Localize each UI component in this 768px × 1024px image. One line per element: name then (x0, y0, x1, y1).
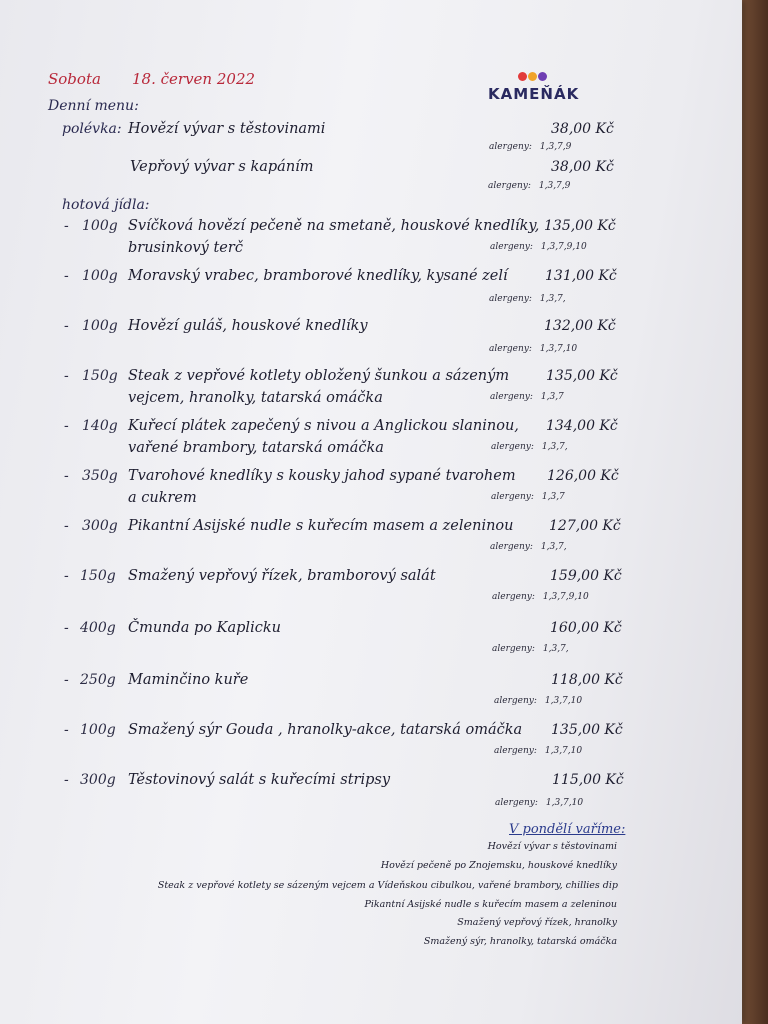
menu-date: 18. červen 2022 (132, 70, 256, 88)
item-price: 135,00 Kč (551, 722, 623, 738)
monday-item: Smažený vepřový řízek, hranolky (457, 917, 617, 928)
item-name: Kuřecí plátek zapečený s nivou a Anglickou slaninou, (128, 418, 519, 434)
item-price: 126,00 Kč (547, 468, 619, 484)
monday-heading: V pondělí vaříme: (509, 822, 626, 837)
item-price: 131,00 Kč (545, 268, 617, 284)
item-dash: - (64, 772, 69, 788)
item-price: 160,00 Kč (550, 620, 622, 636)
item-name: Smažený vepřový řízek, bramborový salát (128, 568, 436, 584)
item-weight: 100g (80, 722, 116, 738)
item-dash: - (64, 318, 69, 334)
monday-item: Pikantní Asijské nudle s kuřecím masem a zeleninou (364, 899, 617, 910)
item-allergens: alergeny: 1,3,7, (489, 294, 566, 304)
item-weight: 150g (80, 568, 116, 584)
menu-day: Sobota (48, 70, 101, 88)
item-name: Maminčino kuře (128, 672, 249, 688)
item-dash: - (64, 620, 69, 636)
item-allergens: alergeny: 1,3,7,10 (489, 344, 578, 354)
soup-allergens: alergeny: 1,3,7,9 (488, 181, 571, 191)
soup-price: 38,00 Kč (551, 121, 614, 137)
soup-label: polévka: (62, 121, 122, 137)
item-weight: 100g (82, 268, 118, 284)
item-weight: 250g (80, 672, 116, 688)
item-weight: 300g (82, 518, 118, 534)
item-price: 118,00 Kč (551, 672, 623, 688)
item-price: 134,00 Kč (546, 418, 618, 434)
item-allergens: alergeny: 1,3,7,10 (494, 696, 583, 706)
item-price: 135,00 Kč (544, 218, 616, 234)
monday-item: Hovězí pečeně po Znojemsku, houskové knedlíky (380, 860, 617, 871)
item-dash: - (64, 218, 69, 234)
monday-item: Hovězí vývar s těstovinami (487, 841, 617, 852)
item-price: 159,00 Kč (550, 568, 622, 584)
item-dash: - (64, 722, 69, 738)
item-dash: - (64, 368, 69, 384)
soup-allergens: alergeny: 1,3,7,9 (489, 142, 572, 152)
item-name: Čmunda po Kaplicku (128, 620, 281, 636)
daily-menu-heading: Denní menu: (48, 98, 139, 114)
item-name-continued: brusinkový terč (128, 240, 243, 256)
item-price: 132,00 Kč (544, 318, 616, 334)
item-price: 135,00 Kč (546, 368, 618, 384)
brand-logo (488, 66, 579, 103)
logo-dots (518, 66, 579, 85)
item-name: Moravský vrabec, bramborové knedlíky, kysané zelí (128, 268, 508, 284)
item-name: Svíčková hovězí pečeně na smetaně, houskové knedlíky, (128, 218, 540, 234)
item-dash: - (64, 268, 69, 284)
item-allergens: alergeny: 1,3,7, (491, 442, 568, 452)
item-allergens: alergeny: 1,3,7 (490, 392, 564, 402)
item-name: Hovězí guláš, houskové knedlíky (128, 318, 368, 334)
item-allergens: alergeny: 1,3,7, (490, 542, 567, 552)
item-allergens: alergeny: 1,3,7,9,10 (490, 242, 587, 252)
item-name-continued: vařené brambory, tatarská omáčka (128, 440, 384, 456)
mains-label: hotová jídla: (62, 197, 150, 213)
item-dash: - (64, 468, 69, 484)
item-name: Smažený sýr Gouda , hranolky-akce, tatarská omáčka (128, 722, 523, 738)
item-price: 115,00 Kč (552, 772, 624, 788)
monday-item: Smažený sýr, hranolky, tatarská omáčka (423, 936, 617, 947)
item-allergens: alergeny: 1,3,7,10 (494, 746, 583, 756)
item-dash: - (64, 518, 69, 534)
item-weight: 100g (82, 318, 118, 334)
monday-item: Steak z vepřové kotlety se sázeným vejcem a Vídeňskou cibulkou, vařené brambory, chillies dip (157, 880, 618, 891)
item-name: Těstovinový salát s kuřecími stripsy (128, 772, 391, 788)
item-weight: 300g (80, 772, 116, 788)
item-price: 127,00 Kč (549, 518, 621, 534)
brand-name: KAMEŇÁK (488, 85, 580, 103)
item-name: Steak z vepřové kotlety obložený šunkou a sázeným (128, 368, 510, 384)
item-weight: 400g (80, 620, 116, 636)
item-allergens: alergeny: 1,3,7 (491, 492, 565, 502)
item-name: Tvarohové knedlíky s kousky jahod sypané tvarohem (128, 468, 516, 484)
item-weight: 100g (82, 218, 118, 234)
item-name-continued: vejcem, hranolky, tatarská omáčka (128, 390, 383, 406)
item-weight: 150g (82, 368, 118, 384)
item-allergens: alergeny: 1,3,7,10 (495, 798, 584, 808)
item-weight: 140g (82, 418, 118, 434)
item-dash: - (64, 672, 69, 688)
item-dash: - (64, 418, 69, 434)
item-allergens: alergeny: 1,3,7,9,10 (492, 592, 589, 602)
item-name: Pikantní Asijské nudle s kuřecím masem a zeleninou (128, 518, 514, 534)
item-allergens: alergeny: 1,3,7, (492, 644, 569, 654)
item-dash: - (64, 568, 69, 584)
soup-name: Vepřový vývar s kapáním (130, 159, 314, 175)
item-name-continued: a cukrem (128, 490, 197, 506)
item-weight: 350g (82, 468, 118, 484)
soup-name: Hovězí vývar s těstovinami (128, 121, 326, 137)
soup-price: 38,00 Kč (551, 159, 614, 175)
